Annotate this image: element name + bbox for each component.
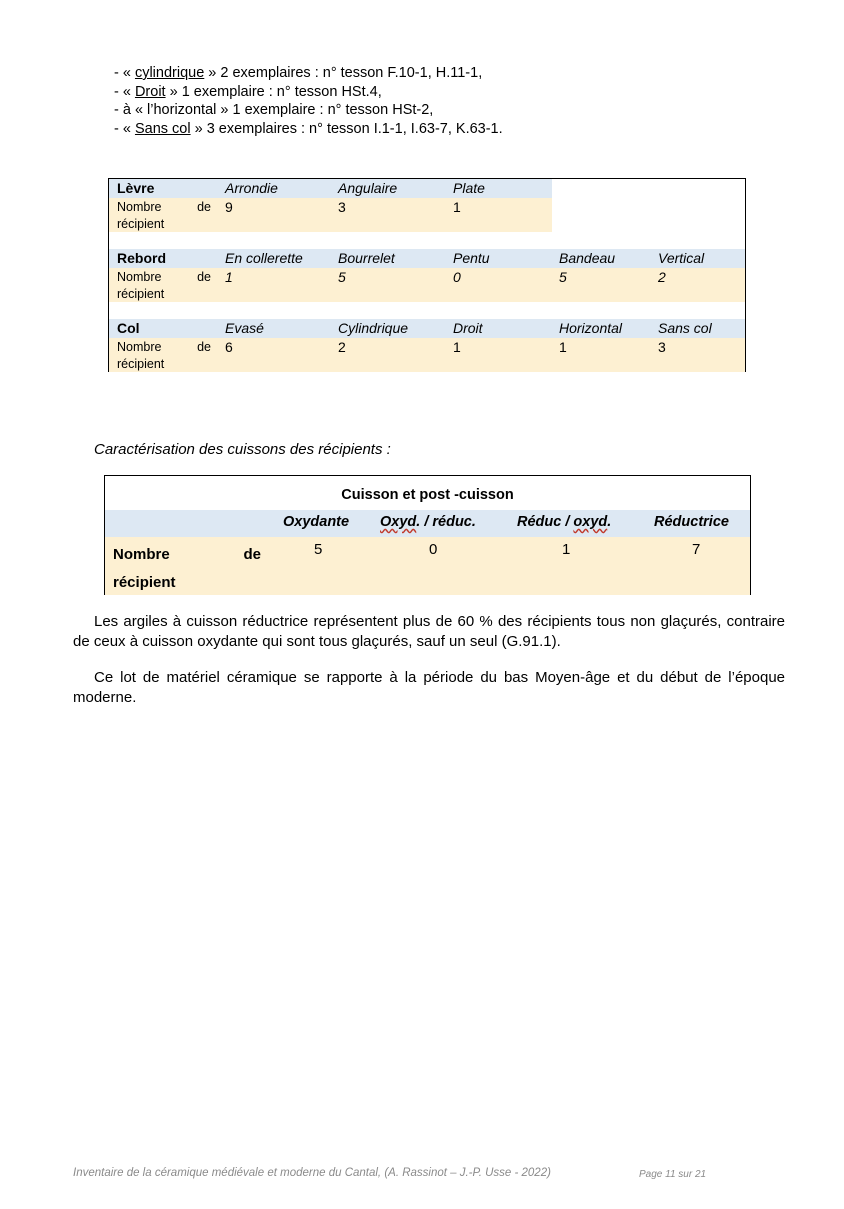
- list-item: - « cylindrique » 2 exemplaires : n° tesson F.10-1, H.11-1,: [114, 65, 483, 81]
- section-values-rebord: Nombre de récipient 1 5 0 5 2: [109, 268, 745, 302]
- list-item: - « Sans col » 3 exemplaires : n° tesson I.1-1, I.63-7, K.63-1.: [114, 120, 503, 137]
- bullet-list: [114, 64, 503, 138]
- page-footer: Inventaire de la céramique médiévale et moderne du Cantal, (A. Rassinot – J.-P. Usse - 2022): [73, 1167, 551, 1179]
- paragraph: Ce lot de matériel céramique se rapporte à la période du bas Moyen-âge et du début de l’époque moderne.: [73, 669, 785, 706]
- value-row: [105, 537, 750, 595]
- row-label: Nombre de récipient: [117, 270, 211, 301]
- section-header-levre: Lèvre Arrondie Angulaire Plate: [109, 179, 552, 198]
- col-header: Oxydante: [283, 514, 350, 530]
- header-row: [105, 510, 750, 537]
- row-label: Nombre de récipient: [117, 340, 211, 371]
- col-header: Oxyd. / réduc.: [380, 514, 476, 530]
- row-label: Nombre de récipient: [113, 546, 261, 591]
- shape-table: [108, 178, 746, 372]
- col-header: Réductrice: [654, 514, 729, 530]
- section-values-col: Nombre de récipient 6 2 1 1 3: [109, 338, 745, 372]
- cell-value: 1: [562, 541, 571, 558]
- section-header-col: Col Evasé Cylindrique Droit Horizontal Sans col: [109, 319, 745, 338]
- cell-value: 0: [429, 541, 438, 558]
- table-title: Cuisson et post -cuisson: [105, 476, 750, 510]
- firing-table: [104, 475, 751, 595]
- section-values-levre: Nombre de récipient 9 3 1: [109, 198, 552, 232]
- row-label: Nombre de récipient: [117, 200, 211, 231]
- paragraph: Les argiles à cuisson réductrice représentent plus de 60 % des récipients tous non glaçurés, contraire de ceux à cuisson oxydante qui sont tous glaçurés, sauf un seul (G.91.1).: [73, 613, 785, 650]
- section-header-rebord: Rebord En collerette Bourrelet Pentu Bandeau Vertical: [109, 249, 745, 268]
- list-item: - à « l’horizontal » 1 exemplaire : n° tesson HSt-2,: [114, 102, 434, 118]
- col-header: Réduc / oxyd.: [517, 514, 612, 530]
- table-caption: Caractérisation des cuissons des récipients :: [94, 441, 391, 458]
- cell-value: 7: [692, 541, 701, 558]
- page-number: Page 11 sur 21: [639, 1169, 707, 1180]
- list-item: - « Droit » 1 exemplaire : n° tesson HSt.4,: [114, 83, 382, 100]
- cell-value: 5: [314, 541, 323, 558]
